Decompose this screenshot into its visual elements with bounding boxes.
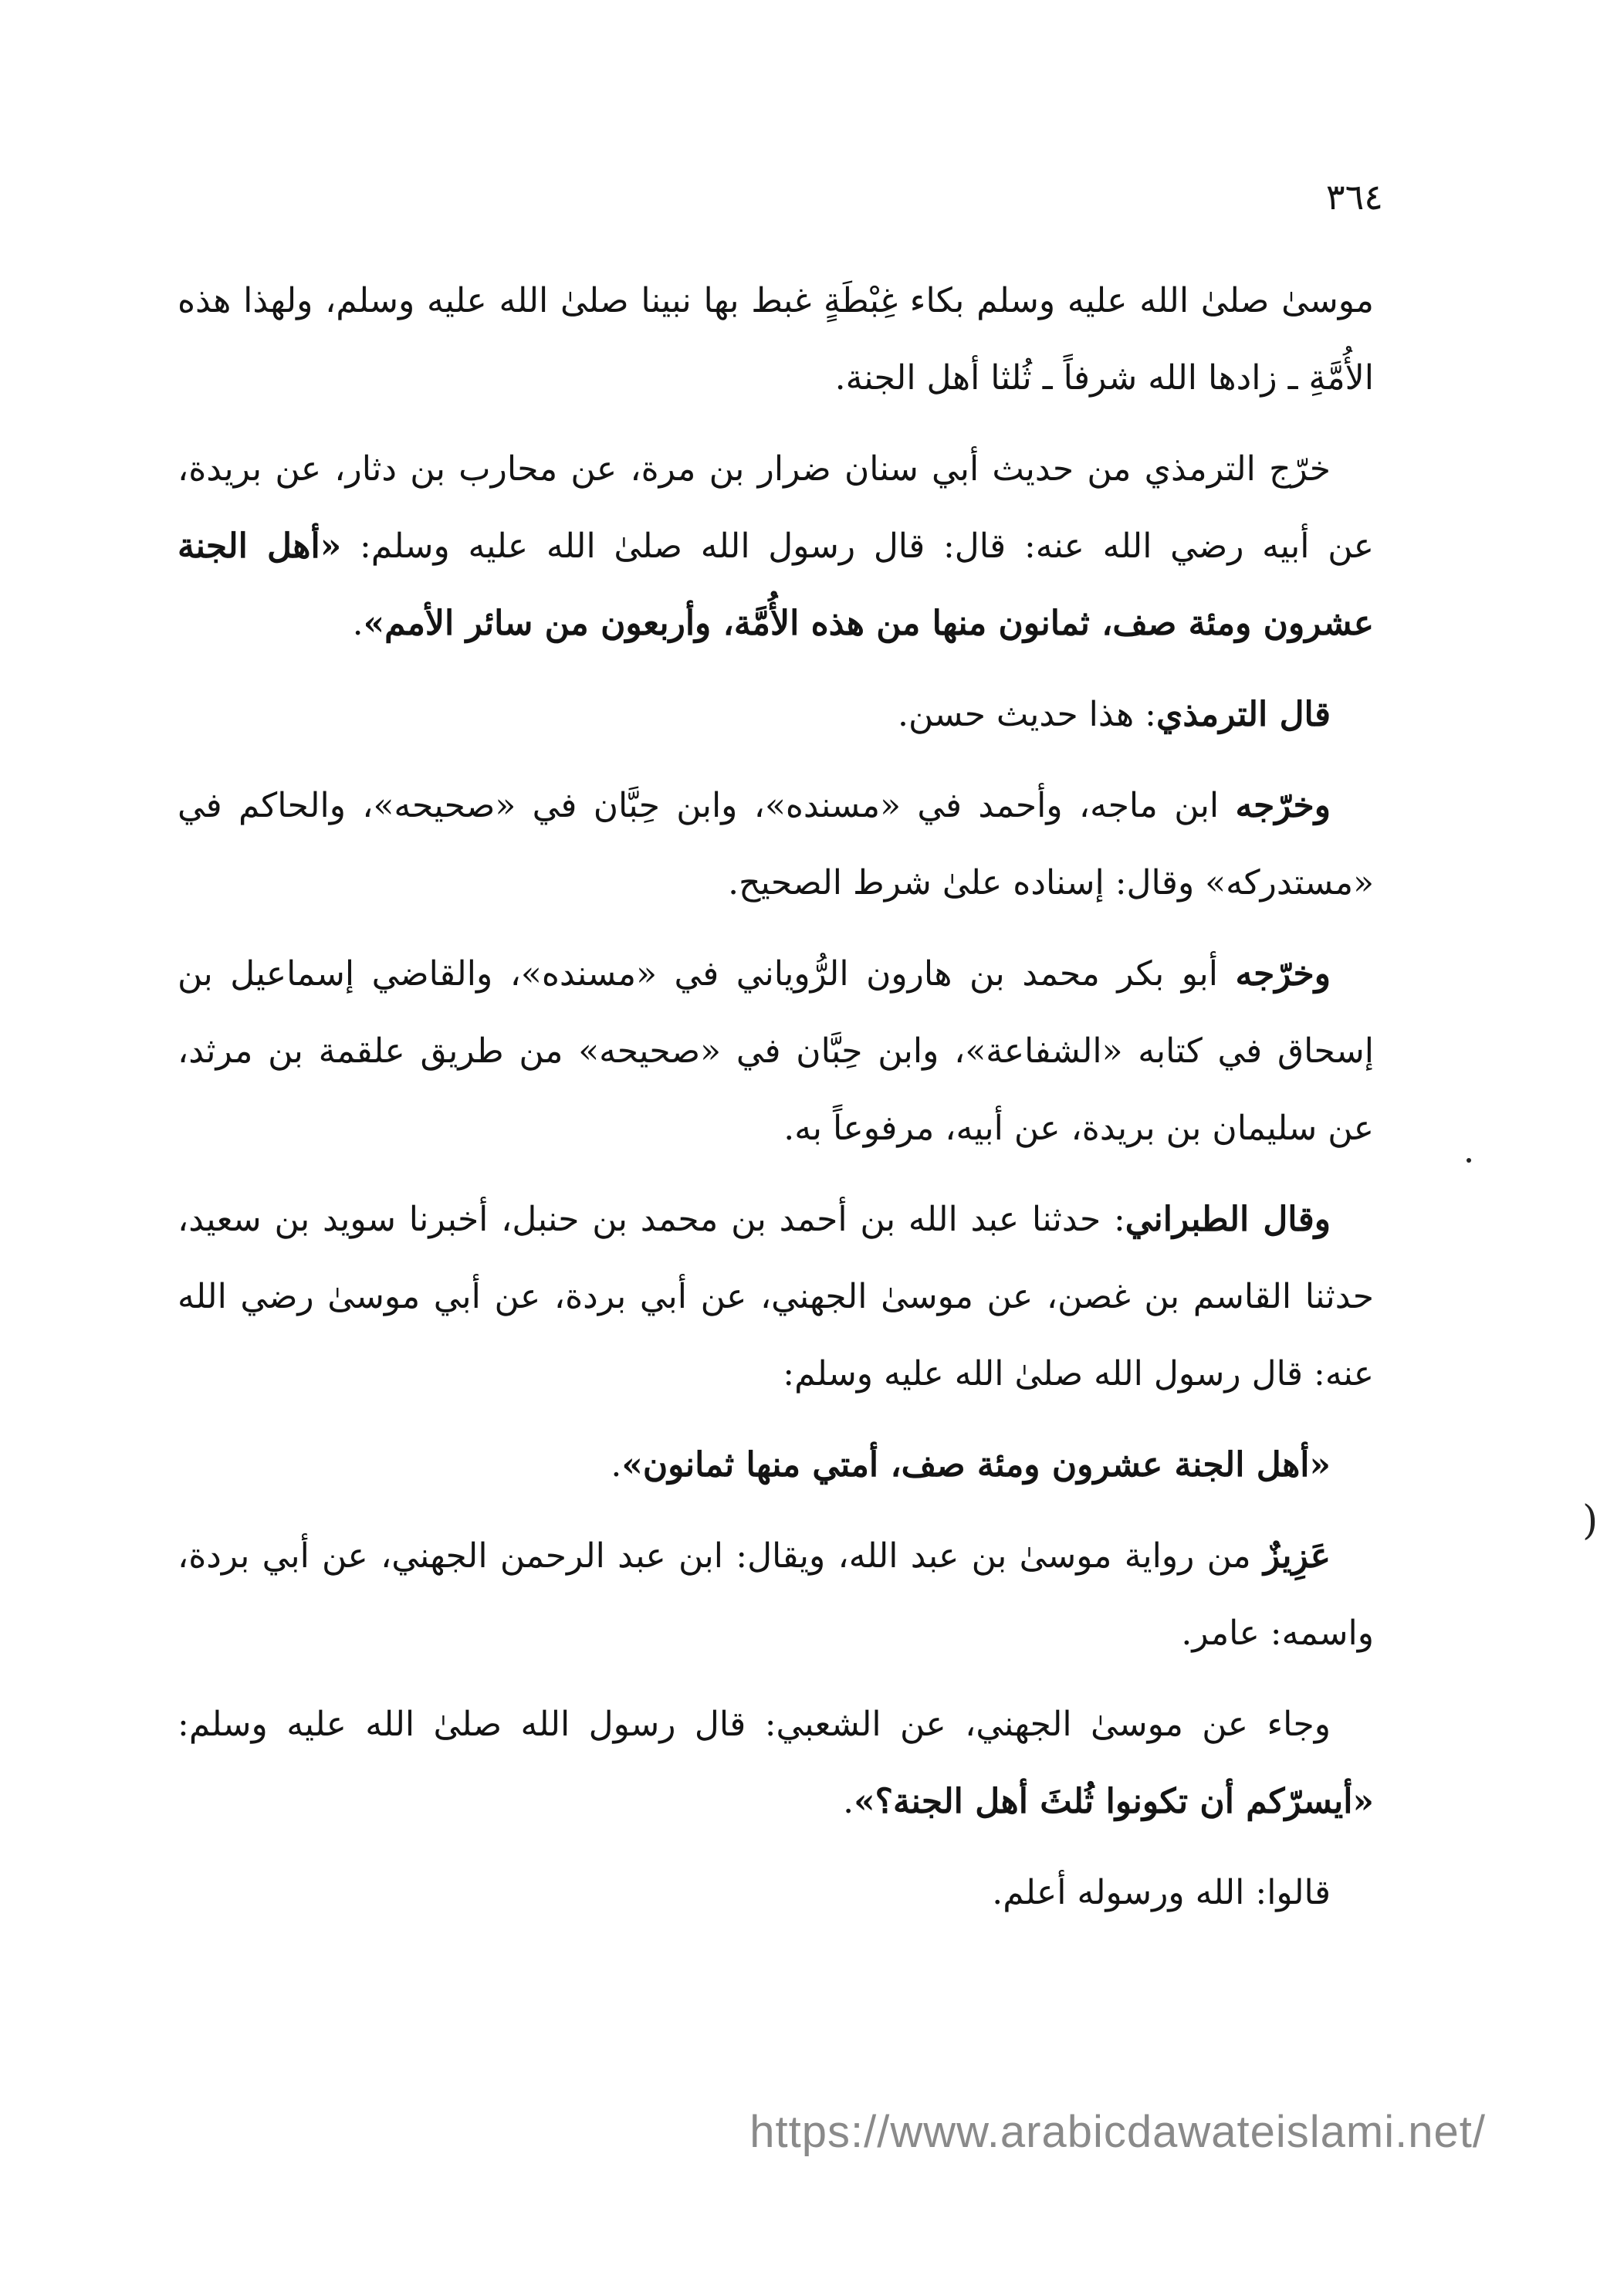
paragraph-3 (178, 676, 1374, 753)
paragraph-text: . (611, 1445, 622, 1485)
paragraph-text: قالوا: الله ورسوله أعلم. (992, 1873, 1331, 1912)
paragraph-5 (178, 936, 1374, 1167)
main-text (178, 262, 1374, 1946)
paragraph-text: موسىٰ صلىٰ الله عليه وسلم بكاء غِبْطَةٍ غبط بها نبينا صلىٰ الله عليه وسلم، ولهذا هذه الأُمَّةِ ـ زادها الله شرفاً ـ ثُلثا أهل الجنة. (178, 281, 1374, 398)
paragraph-text: : هذا حديث حسن. (898, 695, 1156, 734)
paragraph-8 (178, 1518, 1374, 1672)
paragraph-text: أبو بكر محمد بن هارون الرُّوياني في «مسنده»، والقاضي إسماعيل بن إسحاق في كتابه «الشفاعة»، وابن حِبَّان في «صحيحه» من طريق علقمة بن مرثد، عن سليمان بن بريدة، عن أبيه، مرفوعاً به. (178, 954, 1374, 1148)
paragraph-text: . (352, 604, 364, 643)
paragraph-4 (178, 767, 1374, 922)
paragraph-lead: وخرّجه (1235, 786, 1331, 825)
paragraph-lead: وقال الطبراني (1125, 1200, 1331, 1239)
paragraph-text: . (843, 1782, 854, 1821)
paragraph-lead: قال الترمذي (1155, 695, 1331, 734)
paragraph-text: ابن ماجه، وأحمد في «مسنده»، وابن حِبَّان في «صحيحه»، والحاكم في «مستدركه» وقال: إسناده علىٰ شرط الصحيح. (178, 786, 1374, 902)
hadith-quote: «أهل الجنة عشرون ومئة صف، أمتي منها ثمانون» (621, 1445, 1331, 1485)
paragraph-1 (178, 262, 1374, 417)
hadith-quote: «أهل الجنة عشرون ومئة صف، ثمانون منها من هذه الأُمَّة، وأربعون من سائر الأمم» (178, 527, 1374, 643)
paragraph-2 (178, 431, 1374, 662)
paragraph-6 (178, 1181, 1374, 1413)
page-number: ٣٦٤ (1325, 176, 1383, 218)
paragraph-7 (178, 1427, 1374, 1504)
paragraph-text: : حدثنا عبد الله بن أحمد بن محمد بن حنبل، أخبرنا سويد بن سعيد، حدثنا القاسم بن غصن، عن موسىٰ الجهني، عن أبي بردة، عن أبي موسىٰ رضي الله عنه: قال رسول الله صلىٰ الله عليه وسلم: (178, 1200, 1374, 1394)
paragraph-9 (178, 1686, 1374, 1841)
paragraph-text: وجاء عن موسىٰ الجهني، عن الشعبي: قال رسول الله صلىٰ الله عليه وسلم: (178, 1705, 1331, 1744)
margin-mark: ) (1582, 1498, 1599, 1544)
watermark-url: https://www.arabicdawateislami.net/ (749, 2107, 1486, 2157)
paragraph-10 (178, 1854, 1374, 1932)
paragraph-lead: وخرّجه (1235, 954, 1331, 994)
paragraph-lead: عَزِيزٌ (1263, 1536, 1331, 1576)
paragraph-text: خرّج الترمذي من حديث أبي سنان ضرار بن مرة، عن محارب بن دثار، عن بريدة، عن أبيه رضي الله عنه: قال: قال رسول الله صلىٰ الله عليه وسلم: (178, 449, 1374, 566)
paragraph-text: من رواية موسىٰ بن عبد الله، ويقال: ابن عبد الرحمن الجهني، عن أبي بردة، واسمه: عامر. (178, 1536, 1374, 1653)
hadith-quote: «أيسرّكم أن تكونوا ثُلثَ أهل الجنة؟» (854, 1782, 1374, 1821)
margin-dot (1467, 1158, 1471, 1163)
